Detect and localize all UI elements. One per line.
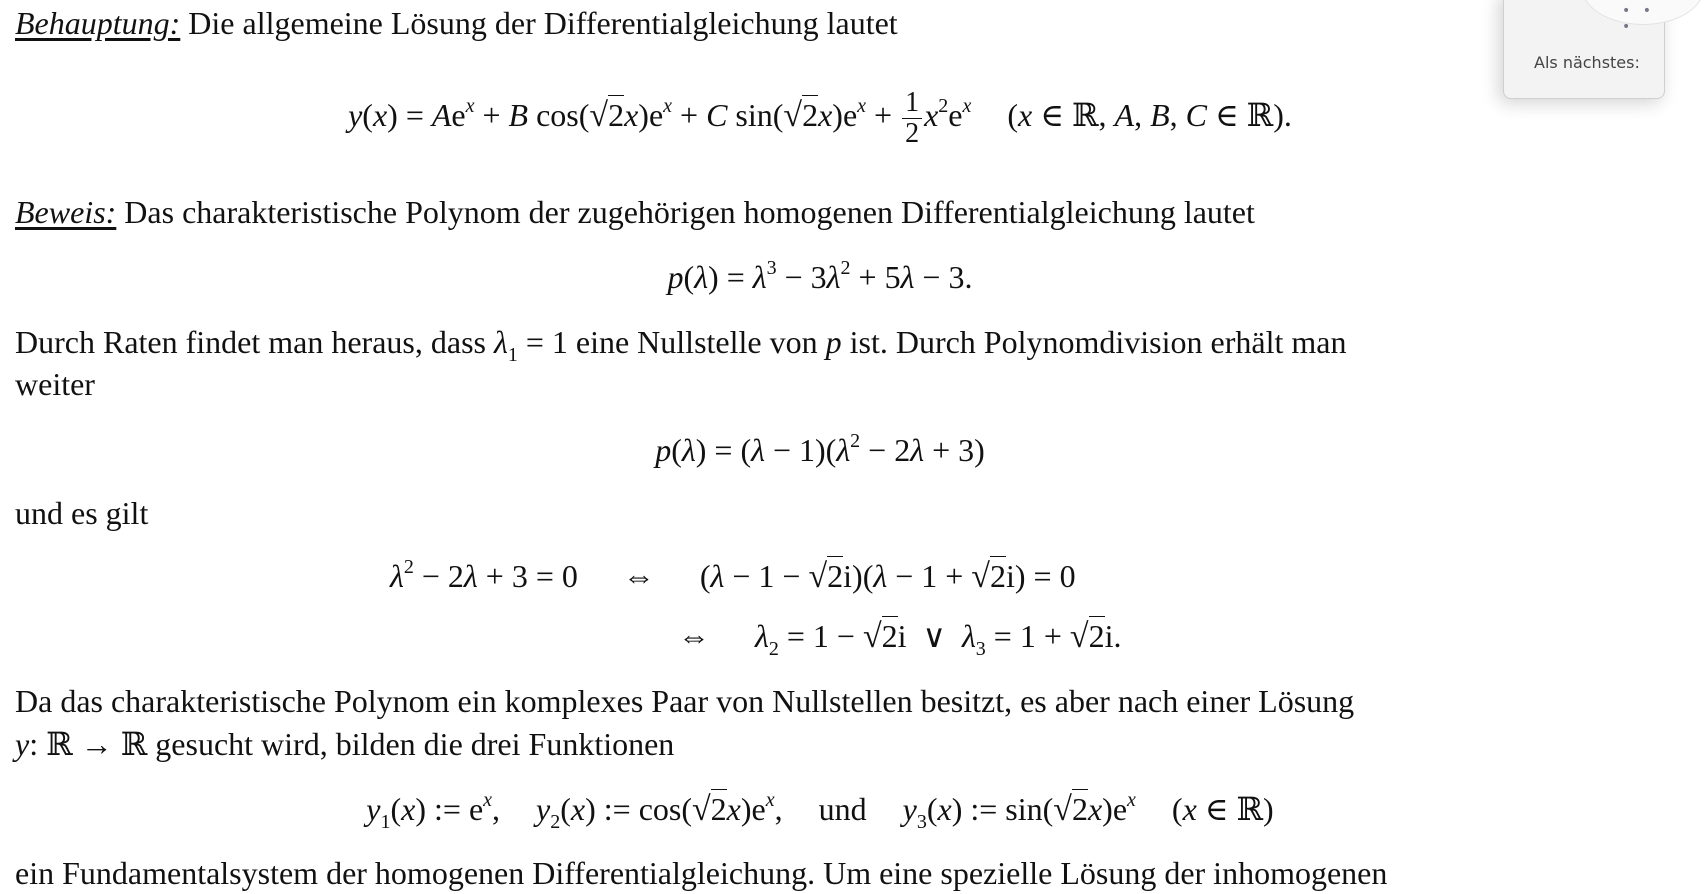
equivalence-line1: $\lambda^2 - 2\lambda + 3 = 0$ ⇔ (λ − 1 − √2i)(λ − 1 + √2i) = 0 xyxy=(390,556,1076,595)
loading-dots-icon: • • • xyxy=(1622,3,1655,35)
para4: ein Fundamentalsystem der homogenen Differentialgleichung. Um eine spezielle Lösung der inhomogenen xyxy=(15,855,1388,891)
next-up-label: Als nächstes: xyxy=(1534,53,1640,72)
para1-text-c: ist. Durch Polynomdivision erhält man xyxy=(849,324,1347,360)
para3-text-b: gesucht wird, bilden die drei Funktionen xyxy=(155,726,675,762)
equivalence-line2: ⇔ $\lambda_2 = 1 - √2i$ ∨ $\lambda_3 = 1 + √2i$. xyxy=(678,618,1122,660)
general-solution-formula: $y(x) = Ae^x + B$ $\cos(√2x)e^x + C$ $\sin(√2x)e^x$ + $\frac{1}{2}$ $x^2e^x$ (x ∈ ℝ, A, B, C ∈ ℝ). xyxy=(348,87,1292,149)
para1-line1: Durch Raten findet man heraus, dass $\lambda_1 = 1$ eine Nullstelle von p ist. Durch Polynomdivision erhält man xyxy=(15,324,1347,366)
para2: und es gilt xyxy=(15,495,149,531)
char-poly-formula: $p(\lambda) = \lambda^3 - 3\lambda^2 + 5\lambda - 3$. xyxy=(667,257,973,295)
fundamental-system-formula: $y_1(x)$ := $e^x$, $y_2(x)$ := $\cos(√2x)e^x$, und $y_3(x)$ := $\sin(√2x)e^x$ (x ∈ ℝ) xyxy=(366,789,1274,833)
proof-text: Das charakteristische Polynom der zugehörigen homogenen Differentialgleichung lautet xyxy=(124,194,1255,230)
para1-line2: weiter xyxy=(15,366,95,402)
para1-text-b: eine Nullstelle von xyxy=(575,324,818,360)
und-word: und xyxy=(818,791,867,827)
next-up-popup[interactable] xyxy=(1503,0,1665,99)
para3-line1: Da das charakteristische Polynom ein komplexes Paar von Nullstellen besitzt, es aber nach einer Lösung xyxy=(15,683,1355,719)
proof-label: Beweis: xyxy=(15,194,117,230)
para1-text-a: Durch Raten findet man heraus, dass xyxy=(15,324,486,360)
claim-line xyxy=(15,3,898,43)
factorization-formula: $p(\lambda) = (\lambda - 1)(\lambda^2 - 2\lambda + 3)$ xyxy=(655,430,985,468)
claim-text: Die allgemeine Lösung der Differentialgleichung lautet xyxy=(188,5,898,41)
para3-line2: y: ℝ → ℝ gesucht wird, bilden die drei Funktionen xyxy=(15,726,675,762)
proof-line xyxy=(15,192,1255,232)
claim-label: Behauptung: xyxy=(15,5,181,41)
